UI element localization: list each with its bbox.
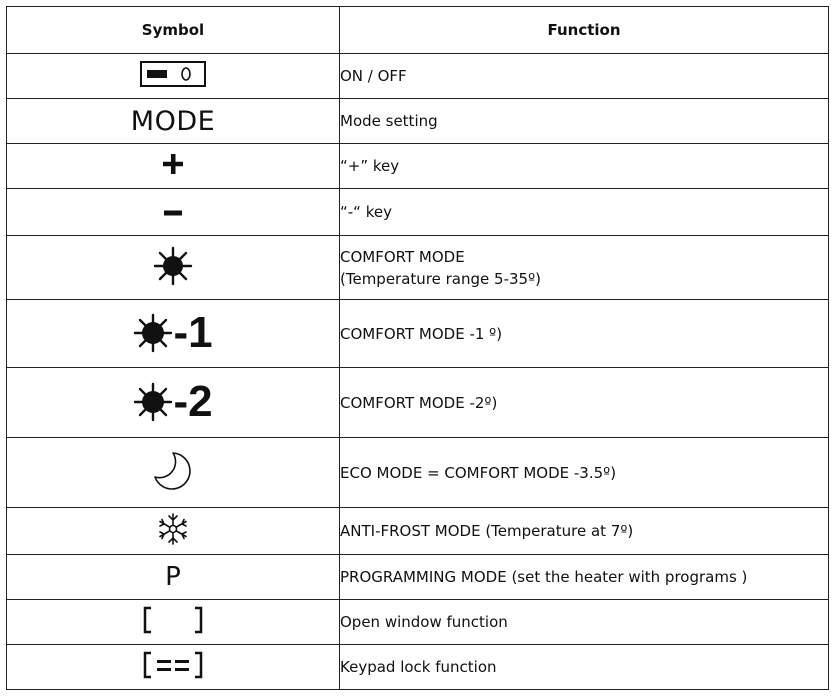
moon-icon — [151, 449, 195, 493]
symbol-cell — [7, 438, 340, 508]
function-cell: COMFORT MODE -2º) — [340, 368, 829, 438]
function-cell: Mode setting — [340, 99, 829, 144]
symbol-cell — [7, 645, 340, 690]
function-cell — [340, 236, 829, 300]
symbol-function-table — [6, 6, 829, 690]
table-row — [7, 508, 829, 555]
mode-symbol-text: MODE — [130, 105, 216, 137]
symbol-cell — [7, 189, 340, 236]
function-cell: COMFORT MODE -1 º) — [340, 300, 829, 368]
symbol-cell — [7, 508, 340, 555]
function-cell: “+” key — [340, 144, 829, 189]
function-cell: Keypad lock function — [340, 645, 829, 690]
symbol-cell — [7, 368, 340, 438]
table-row — [7, 555, 829, 600]
function-text: COMFORT MODE — [340, 247, 465, 266]
table-row — [7, 54, 829, 99]
table-row — [7, 645, 829, 690]
symbol-cell — [7, 300, 340, 368]
symbol-cell — [7, 236, 340, 300]
symbol-cell — [7, 144, 340, 189]
symbol-cell — [7, 600, 340, 645]
symbol-cell — [7, 555, 340, 600]
symbol-cell — [7, 54, 340, 99]
function-cell: ECO MODE = COMFORT MODE -3.5º) — [340, 438, 829, 508]
function-cell: “-“ key — [340, 189, 829, 236]
function-cell: ON / OFF — [340, 54, 829, 99]
table-row — [7, 368, 829, 438]
plus-icon — [161, 152, 185, 176]
table-row — [7, 438, 829, 508]
sun-icon — [153, 246, 193, 286]
function-text-line2: (Temperature range 5-35º) — [340, 269, 541, 288]
function-cell: PROGRAMMING MODE (set the heater with programs ) — [340, 555, 829, 600]
table-row — [7, 189, 829, 236]
sun-icon — [133, 313, 173, 353]
symbol-cell — [7, 99, 340, 144]
function-cell: ANTI-FROST MODE (Temperature at 7º) — [340, 508, 829, 555]
function-cell: Open window function — [340, 600, 829, 645]
table-row — [7, 600, 829, 645]
table-row — [7, 236, 829, 300]
open-window-bracket-icon — [142, 606, 204, 634]
comfort-minus-2-symbol — [133, 376, 213, 426]
on-off-switch-icon — [140, 61, 206, 87]
table-header-row — [7, 7, 829, 54]
offset-label: -1 — [173, 307, 213, 357]
table-row — [7, 300, 829, 368]
symbol-column-header: Symbol — [7, 7, 340, 54]
table-row — [7, 144, 829, 189]
minus-icon — [163, 208, 183, 218]
table-row — [7, 99, 829, 144]
function-column-header: Function — [340, 7, 829, 54]
programming-symbol-text: P — [165, 562, 181, 592]
keypad-lock-icon — [142, 651, 204, 679]
offset-label: -2 — [173, 376, 213, 426]
comfort-minus-1-symbol — [133, 307, 213, 357]
sun-icon — [133, 382, 173, 422]
snowflake-icon — [156, 512, 190, 546]
